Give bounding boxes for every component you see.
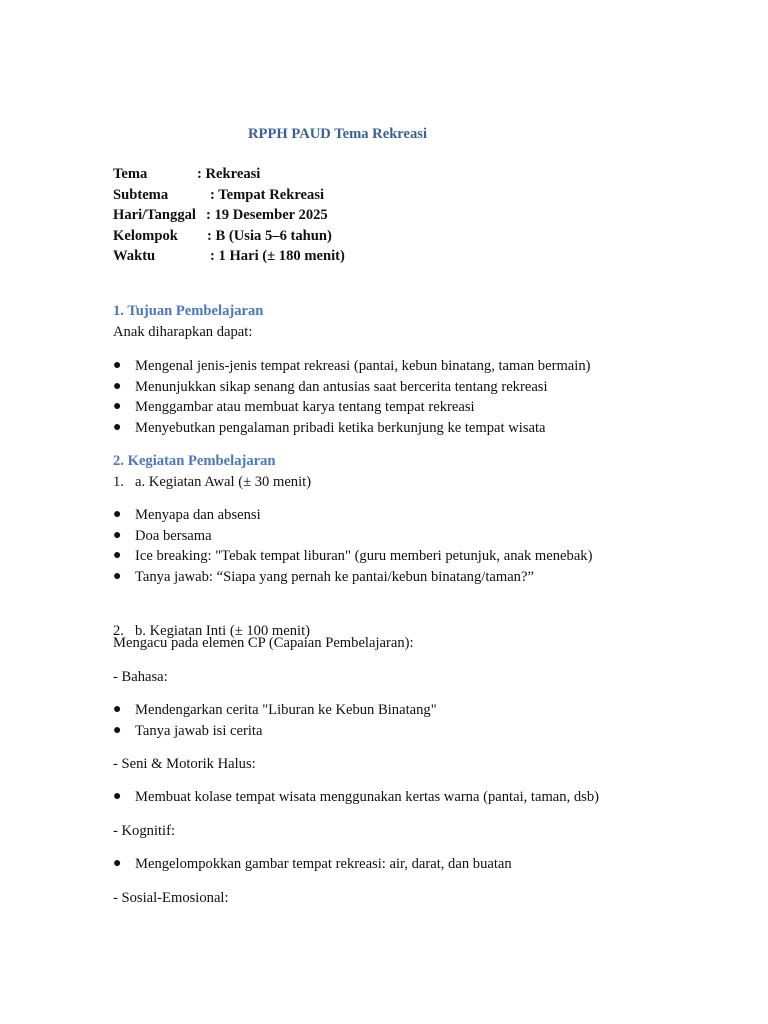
- meta-value: : Rekreasi: [197, 166, 261, 182]
- bullet-icon: ●: [113, 358, 122, 373]
- list-item: ● Tanya jawab isi cerita: [113, 721, 733, 742]
- bullet-icon: ●: [113, 527, 122, 543]
- list-number: 1.: [113, 474, 124, 490]
- list-item: ● Menggambar atau membuat karya tentang tempat rekreasi: [113, 397, 733, 418]
- meta-key: Waktu: [113, 248, 156, 264]
- seni-list: [113, 787, 733, 808]
- list-item: ● Tanya jawab: “Siapa yang pernah ke pantai/kebun binatang/taman?”: [113, 567, 733, 588]
- list-item: ● Mengelompokkan gambar tempat rekreasi: air, darat, dan buatan: [113, 854, 733, 875]
- bullet-icon: ●: [113, 722, 122, 738]
- numbered-label: b. Kegiatan Inti (± 100 menit): [135, 622, 310, 639]
- kegiatan-awal-list: [113, 505, 733, 587]
- list-item: ● Mengenal jenis-jenis tempat rekreasi (pantai, kebun binatang, taman bermain): [113, 356, 733, 377]
- bahasa-list: [113, 700, 733, 741]
- kognitif-list: [113, 854, 733, 875]
- list-item: ● Menyebutkan pengalaman pribadi ketika berkunjung ke tempat wisata: [113, 418, 733, 439]
- list-item: ● Doa bersama: [113, 526, 733, 547]
- section-title-tujuan: 1. Tujuan Pembelajaran: [113, 303, 264, 319]
- meta-key: Tema: [113, 166, 148, 182]
- bullet-icon: ●: [113, 548, 122, 563]
- list-item: ● Mendengarkan cerita "Liburan ke Kebun Binatang": [113, 700, 733, 721]
- subheading-sosial-emosional: - Sosial-Emosional:: [113, 890, 229, 906]
- section-intro: Anak diharapkan dapat:: [113, 324, 253, 340]
- document-title: RPPH PAUD Tema Rekreasi: [248, 126, 428, 142]
- bullet-icon: ●: [113, 507, 122, 522]
- bullet-icon: ●: [113, 419, 122, 435]
- bullet-icon: ●: [113, 568, 122, 584]
- subheading-bahasa: - Bahasa:: [113, 669, 168, 685]
- numbered-label: a. Kegiatan Awal (± 30 menit): [135, 474, 312, 490]
- section-title-kegiatan: 2. Kegiatan Pembelajaran: [113, 453, 276, 469]
- bullet-icon: ●: [113, 856, 122, 871]
- bullet-icon: ●: [113, 789, 122, 804]
- subheading-kognitif: - Kognitif:: [113, 823, 176, 839]
- list-item: ● Menunjukkan sikap senang dan antusias saat bercerita tentang rekreasi: [113, 377, 733, 398]
- meta-key: Kelompok: [113, 227, 178, 244]
- list-item: ● Menyapa dan absensi: [113, 505, 733, 526]
- meta-value: : 1 Hari (± 180 menit): [210, 248, 345, 264]
- list-item: ● Membuat kolase tempat wisata menggunakan kertas warna (pantai, taman, dsb): [113, 787, 733, 808]
- subheading-seni-motorik: - Seni & Motorik Halus:: [113, 756, 256, 772]
- meta-value: : B (Usia 5–6 tahun): [207, 227, 332, 244]
- meta-key: Subtema: [113, 186, 169, 203]
- meta-value: : 19 Desember 2025: [206, 207, 328, 223]
- meta-key: Hari/Tanggal: [113, 207, 196, 223]
- bullet-icon: ●: [113, 378, 122, 394]
- cp-intro: Mengacu pada elemen CP (Capaian Pembelajaran):: [113, 635, 414, 651]
- list-number: 2.: [113, 622, 124, 639]
- numbered-item-awal: [113, 472, 755, 493]
- tujuan-list: [113, 356, 733, 438]
- bullet-icon: ●: [113, 702, 122, 717]
- list-item: ● Ice breaking: "Tebak tempat liburan" (guru memberi petunjuk, anak menebak): [113, 546, 733, 567]
- meta-value: : Tempat Rekreasi: [210, 186, 325, 203]
- bullet-icon: ●: [113, 399, 122, 414]
